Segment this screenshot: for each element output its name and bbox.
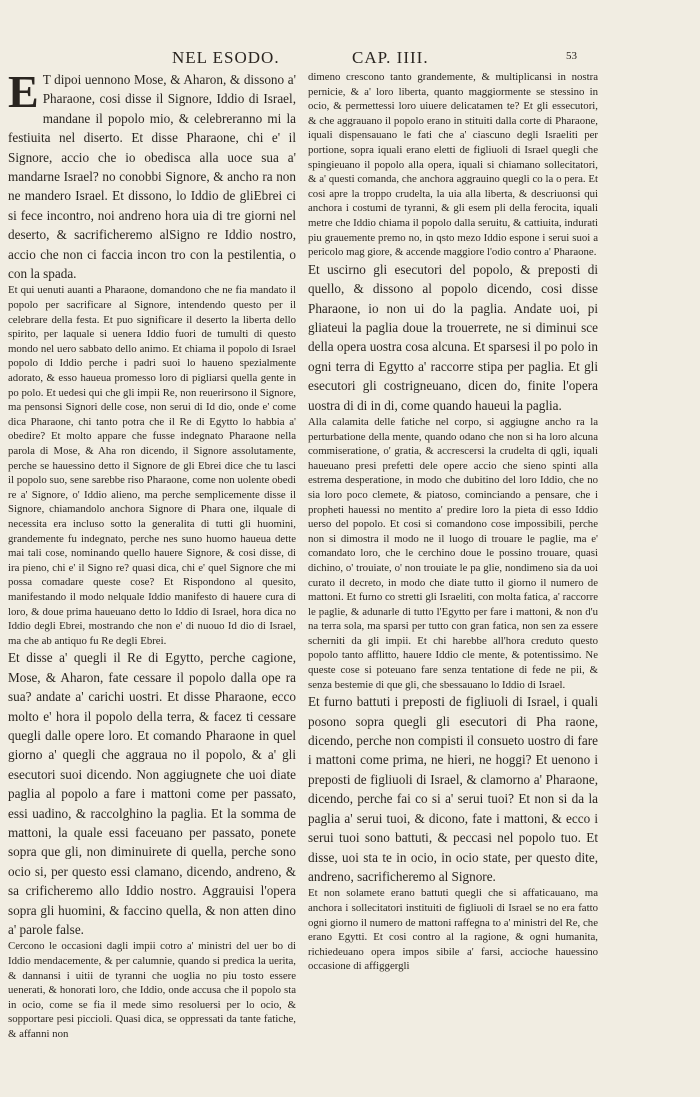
drop-cap: E bbox=[8, 66, 39, 117]
left-paragraph-3: Et disse a' quegli il Re di Egytto, perche cagione, Mose, & Aharon, fate cessare il popolo dalla ope ra sua? andate a' carichi uostri. Et disse Pharaone, ecco molto e' hora il popolo della terra, & facez ti cessare quegli dalle opere loro. Et comando Pharaone in quel giorno a' quegli che aggraua no il popolo, & a' gli esecutori suoi dicendo. Non aggiugnete che uoi diate paglia al popolo a fare i mattoni come per passato, essi uadino, & raccolghino la paglia. Et la somma de mattoni, la quale essi faceuano per passato, ponete sopra que gli, non diminuirete di quella, perche sono ocio si, per questo essi clamano, dicendo, andreno, & sa crificheremo allo Iddio nostro. Aggrauisi l'opera sopra gli huomini, & faccino quella, & non atten dino a' parole false. bbox=[8, 650, 296, 937]
left-paragraph-1-text: T dipoi uennono Mose, & Aharon, & dissono a' Pharaone, cosi disse il Signore, Iddio di Israel, mandane il popolo mio, & celebreranno mi la festiuita nel diserto. Et disse Pharaone, chi e' il Signore, accio che io obedisca alla uoce sua a' mandarne Israel? no conobbi Signore, & ancho ra non ne mandero Israel. Et dissono, lo Iddio de gliEbrei ci si fece incontro, noi andreno hora uia di tre giorni nel deserto, & sacrificheremo alSigno re Iddio nostro, accio che non ci faccia incon tro con la pestilentia, o con la spada. bbox=[8, 72, 296, 282]
left-paragraph-2: Et qui uenuti auanti a Pharaone, domandono che ne fia mandato il popolo per sacrificare al Signore, intendendo questo per il celebrare della festa. Et puo significare il deserto la liberta dello spirito, per laquale si uenera Iddio fuori de tumulti di questo mondo nel uero sabbato dello animo. Et chiama il popolo di Israel popolo di Iddio perche i padri suoi lo haueno spezialmente adorato, & esso haueua promesso loro di pigliarsi quella gente in po polo. Et uedesi qui che gli impii Re, non reuerirsono il Signore, ma pensonsi Signori delle cose, non serui di Id dio, onde e' come dica Pharaone, chi tanto potra che il Re di Egytto lo habbia a' obedire? Et molto appare che fusse indegnato Pharaone nella parola di Mose, & Aha ron dicendo, il Signore assolutamente, perche se hauessino detto il Signore de gli Ebrei dice che tu lasci il popolo suo, sene sarebbe riso Pharaone, come non uolente obedi re a' Signore, o' Iddio alieno, ma perche semplicemente disse il Signore, chiamandolo anchora Signore di Phara one, ilquale di necessita era incluso sotto la generalita di tutti gli huomini, grandemente fu indegnato, perche nes suno huomo haueua dette mai tali cose, nominando quello hauere Signore, & cosi disse, di ira pieno, chi e' il Signo re? quasi dica, chi e' quel Signore che mi possa comadare queste cose? Et Rispondono al quesito, manifestando il modo nelquale Iddio manifesto di hauere cura di loro, & doue prima haueuano detto lo Iddio di Israel, hora dica no Iddio degli Ebrei, mostrando che non e' di nuouo Id dio di Israel, ma che ab antiquo fu Re degli Ebrei. bbox=[8, 284, 296, 647]
folio-number: 53 bbox=[566, 50, 577, 62]
right-paragraph-2: Et uscirno gli esecutori del popolo, & preposti di quello, & dissono al popolo dicendo, cosi disse Pharaone, io non ui do la paglia. Andate uoi, pi gliateui la paglia doue la trouerrete, ne si diminui sce della opera uostra cosa alcuna. Et sparsesi il po polo in ogni terra di Egytto a' raccorre stipa per paglia. Et gli esecutori gli costrigneuano, dicen do, finite l'opera uostra di di in di, come quando haueui la paglia. bbox=[308, 261, 598, 413]
left-paragraph-1 bbox=[8, 66, 296, 283]
right-paragraph-1: dimeno crescono tanto grandemente, & multiplicansi in nostra pernicie, & a' loro liberta, quanto maggiormente se stessino in ocio, & permettessi loro uiuere delicatamen te? Et gli essecutori, & che aggrauano il popolo erano in stituiti dalla corte di Pharaone, iquali dispensauano le fati che a' ciascuno degli Israeliti per portione, sopra iquali erano eletti de figliuoli di Israel quegli che spingieuano il popolo alla opera, iquali si chiamano sollecitatori, & a' questi comanda, che anchora aggrauino quegli co la o pera. Et cosi apre la troppo crudelta, la uia alla liberta, & descriuonsi qui anchora i costumi de tyranni, & gli esem pli della ferocita, iquali metre che Iddio chiama il popolo dalla seruitu, & cattiuita, indurati piu grauemente premo no, in qsto mezo Iddio espone i serui suoi a pericolo mag giore, & accende maggiore l'odio contro a' Pharaone. bbox=[308, 71, 598, 259]
running-title: NEL ESODO. bbox=[172, 48, 280, 67]
right-paragraph-4: Et furno battuti i preposti de figliuoli di Israel, i quali posono sopra quegli gli esecutori di Pha raone, dicendo, perche non compisti il consueto uostro di fare i mattoni come prima, ne hieri, ne hoggi? Et uenono i preposti de figliuoli di Israel, & clamorno a' Pharaone, dicendo, perche fai co si a' serui tuoi? Et non si da la paglia a' serui tuoi, & dicono, fate i mattoni, & ecco i serui tuoi sono battuti, & peccasi nel popolo tuo. Et disse, uoi sta te in ocio, in ocio state, per questo dite, andreno, sacrificheremo al Signore. bbox=[308, 694, 598, 884]
chapter-heading: CAP. IIII. bbox=[352, 48, 429, 67]
left-paragraph-4: Cercono le occasioni dagli impii cotro a' ministri del uer bo di Iddio mendacemente, & per calumnie, quando si predica la uerita, & dannansi i uitii de tyranni che uoglia no piu tosto essere uenerati, & honorati loro, che Iddio, onde accusa che il popolo sta in ocio, come se fia il mede simo resoluersi per lo ocio, & sopportare pesi piccioli. Quasi dica, se oppressati da tante fatiche, & affanni non bbox=[8, 940, 296, 1040]
page-header bbox=[0, 48, 700, 72]
right-column bbox=[308, 70, 598, 974]
right-paragraph-3: Alla calamita delle fatiche nel corpo, si aggiugne ancho ra la perturbatione della mente, quando odano che non si ha loro alcuna commiseratione, o' gratia, & accrescersi la crudelta di qgli, iquali haueuano presi prefetti dele opere accio che sieno spinti alla estrema desperatione, in modo che dubitino del loro Iddio, che no sia loro poco clemete, & piatoso, cominciando a pensare, che i propheti hauessi no mentito a' predire loro la pieta di esso Iddio uerso del popolo. Et cosi si comandono cose impossibili, perche non si dimostra il modo ne il luogo di trouare le paglie, ma e' comandato loro, che le cerchino doue le possino trouare, quasi dichino, o' trouiate, o' non trouiate le pa glie, nondimeno sia da uoi curato il decreto, in modo che diate tutto il giorno il numero de mattoni. Et furno co stretti gli Israeliti, con molta fatica, a' raccorre le paglie, & adunarle di tutto l'Egytto per fare i mattoni, & non d'u na terra sola, ma sparsi per tutto con gran fatica, non sen za essere scherniti da gli impii. Et chi harebbe all'hora creduto questo popolo tanto afflitto, hauere Iddio cle mente, & potentissimo. Ne queste cose si poteuano fare senza tentatione di fede ne pii, & senza bestemie di que gli, che sbessauano lo Iddio di Israel. bbox=[308, 415, 598, 691]
right-paragraph-5: Et non solamete erano battuti quegli che si affaticauano, ma anchora i sollecitatori instituiti de figliuoli di Israel se no era fatto ogni giorno il numero de mattoni raffegna to a' ministri del Re, che erano Egytti. Et cosi contro al la ragione, & ogni humanita, richiedeuano opera impos sibile a' farsi, accioche hauessino occasione di affiggergli bbox=[308, 887, 598, 973]
left-column bbox=[8, 66, 296, 1042]
